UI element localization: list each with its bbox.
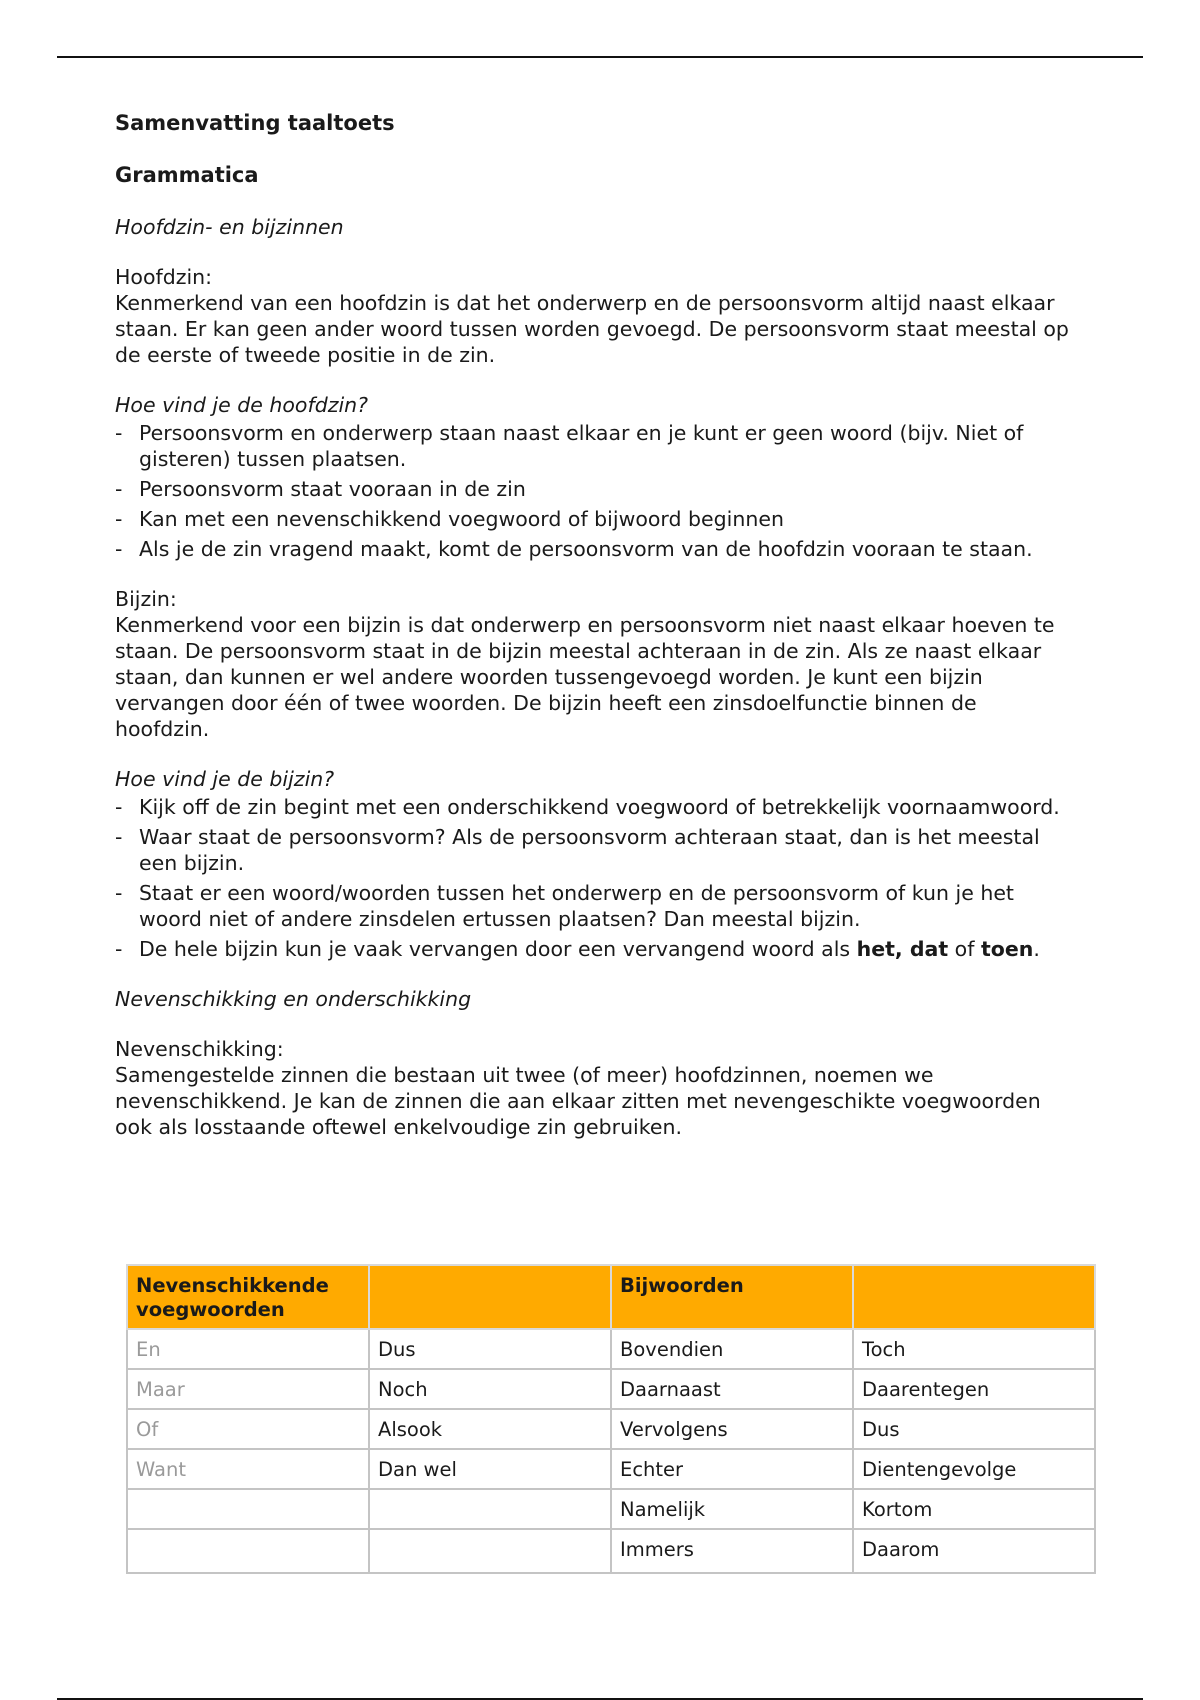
table-row xyxy=(127,1489,1095,1529)
table-header-cell: Bijwoorden xyxy=(611,1265,853,1329)
hoofdzin-question: Hoe vind je de hoofdzin? xyxy=(115,393,369,417)
top-rule xyxy=(57,56,1143,58)
table-cell: Dus xyxy=(369,1329,611,1369)
table-row xyxy=(127,1329,1095,1369)
table-cell xyxy=(369,1489,611,1529)
hoofdzin-label: Hoofdzin: xyxy=(115,265,213,289)
bijzin-text: Kenmerkend voor een bijzin is dat onderwerp en persoonsvorm niet naast elkaar hoeven te staan. De persoonsvorm staat in de bijzin meestal achteraan in de zin. Als ze naast elkaar staan, dan kunnen er wel andere woorden tussengevoegd worden. Je kunt een bijzin vervangen door één of twee woorden. De bijzin heeft een zinsdoelfunctie binnen de hoofdzin. xyxy=(115,613,1055,741)
table-header-cell xyxy=(853,1265,1095,1329)
section-heading-grammatica: Grammatica xyxy=(115,163,259,187)
hoofdzin-text: Kenmerkend van een hoofdzin is dat het onderwerp en de persoonsvorm altijd naast elkaar staan. Er kan geen ander woord tussen worden gevoegd. De persoonsvorm staat meestal op de eerste of tweede positie in de zin. xyxy=(115,291,1069,367)
nevenschikking-label: Nevenschikking: xyxy=(115,1037,284,1061)
table-cell: Kortom xyxy=(853,1489,1095,1529)
list-item: - Persoonsvorm staat vooraan in de zin xyxy=(115,476,1075,502)
table-cell: En xyxy=(127,1329,369,1369)
table-cell: Daarnaast xyxy=(611,1369,853,1409)
table-cell: Maar xyxy=(127,1369,369,1409)
table-row xyxy=(127,1529,1095,1573)
bijzin-question: Hoe vind je de bijzin? xyxy=(115,767,335,791)
table-cell: Toch xyxy=(853,1329,1095,1369)
table-cell: Noch xyxy=(369,1369,611,1409)
table-cell: Alsook xyxy=(369,1409,611,1449)
hoofdzin-paragraph xyxy=(115,264,1075,368)
document-title: Samenvatting taaltoets xyxy=(115,111,395,135)
bold-het-dat: het, dat xyxy=(856,937,949,961)
table-cell xyxy=(369,1529,611,1573)
table-header-row xyxy=(127,1265,1095,1329)
voegwoorden-table xyxy=(126,1264,1096,1574)
bijzin-list xyxy=(115,794,1075,962)
table-cell: Vervolgens xyxy=(611,1409,853,1449)
table-cell: Dientengevolge xyxy=(853,1449,1095,1489)
table-cell: Dus xyxy=(853,1409,1095,1449)
subheading-hoofdzin-bijzinnen: Hoofdzin- en bijzinnen xyxy=(115,215,344,239)
table-cell: Echter xyxy=(611,1449,853,1489)
list-item: - Als je de zin vragend maakt, komt de persoonsvorm van de hoofdzin vooraan te staan. xyxy=(115,536,1075,562)
nevenschikking-paragraph xyxy=(115,1036,1075,1140)
subheading-nevenschikking: Nevenschikking en onderschikking xyxy=(115,987,472,1011)
table-header-cell: Nevenschikkende voegwoorden xyxy=(127,1265,369,1329)
list-item xyxy=(115,936,1075,962)
list-item: - Waar staat de persoonsvorm? Als de persoonsvorm achteraan staat, dan is het meestal een bijzin. xyxy=(115,824,1075,876)
table-row xyxy=(127,1369,1095,1409)
list-item: - Staat er een woord/woorden tussen het onderwerp en de persoonsvorm of kun je het woord niet of andere zinsdelen ertussen plaatsen? Dan meestal bijzin. xyxy=(115,880,1075,932)
table-cell: Bovendien xyxy=(611,1329,853,1369)
table-cell: Daarentegen xyxy=(853,1369,1095,1409)
hoofdzin-list xyxy=(115,420,1075,562)
bold-toen: toen xyxy=(980,937,1034,961)
table-header-cell xyxy=(369,1265,611,1329)
table-row xyxy=(127,1409,1095,1449)
nevenschikking-text: Samengestelde zinnen die bestaan uit twee (of meer) hoofdzinnen, noemen we nevenschikkend. Je kan de zinnen die aan elkaar zitten met nevengeschikte voegwoorden ook als losstaande oftewel enkelvoudige zin gebruiken. xyxy=(115,1063,1041,1139)
list-item: - Kijk off de zin begint met een onderschikkend voegwoord of betrekkelijk voornaamwoord. xyxy=(115,794,1075,820)
list-item-text: De hele bijzin kun je vaak vervangen door een vervangend woord als xyxy=(139,937,857,961)
table-cell: Immers xyxy=(611,1529,853,1573)
list-item-text: . xyxy=(1033,937,1040,961)
bijzin-label: Bijzin: xyxy=(115,587,177,611)
table-row xyxy=(127,1449,1095,1489)
table-cell: Of xyxy=(127,1409,369,1449)
table-cell xyxy=(127,1489,369,1529)
bijzin-paragraph xyxy=(115,586,1075,742)
table-cell: Namelijk xyxy=(611,1489,853,1529)
table-cell: Want xyxy=(127,1449,369,1489)
document-body xyxy=(115,110,1075,1164)
list-item-text: of xyxy=(948,937,981,961)
list-item: - Persoonsvorm en onderwerp staan naast elkaar en je kunt er geen woord (bijv. Niet of gisteren) tussen plaatsen. xyxy=(115,420,1075,472)
table-cell: Daarom xyxy=(853,1529,1095,1573)
table-cell xyxy=(127,1529,369,1573)
table-cell: Dan wel xyxy=(369,1449,611,1489)
list-item: - Kan met een nevenschikkend voegwoord of bijwoord beginnen xyxy=(115,506,1075,532)
